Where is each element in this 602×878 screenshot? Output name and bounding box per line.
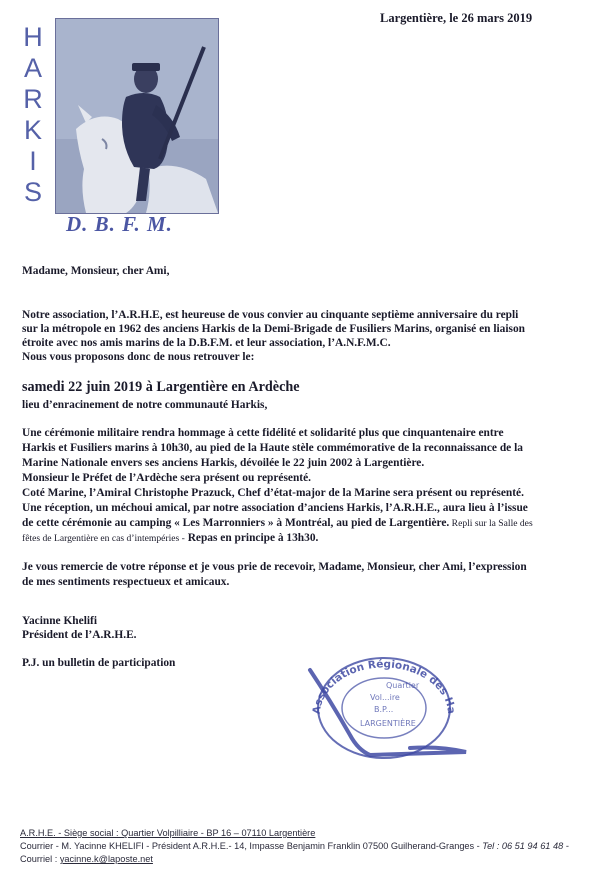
logo-letter: R (23, 84, 43, 114)
footer-line2-tel: Tel : 06 51 94 61 48 - (482, 841, 569, 851)
event-subtitle: lieu d’enracinement de notre communauté Harkis, (22, 399, 268, 411)
ceremony-line (22, 517, 533, 531)
dateline: Largentière, le 26 mars 2019 (380, 11, 533, 25)
logo-letter: A (23, 53, 42, 83)
signature-title: Président de l’A.R.H.E. (22, 629, 137, 641)
intro-line: Nous vous proposons donc de nous retrouver le: (22, 351, 255, 363)
logo-photo-rider (55, 18, 219, 214)
ceremony-line: Coté Marine, l’Amiral Christophe Prazuck, Chef d’état-major de la Marine sera présent ou représenté. (22, 487, 524, 499)
salutation: Madame, Monsieur, cher Ami, (22, 265, 170, 277)
intro-line: sur la métropole en 1962 des anciens Harkis de la Demi-Brigade de Fusiliers Marins, organisé en liaison (22, 323, 525, 335)
closing-line: Je vous remercie de votre réponse et je vous prie de recevoir, Madame, Monsieur, cher Ami, l’expression (22, 561, 527, 573)
logo-letter: H (23, 22, 43, 52)
footer-courriel (20, 853, 153, 865)
logo-letter: S (23, 177, 42, 207)
ceremony-line: Une réception, un méchoui amical, par notre association d’anciens Harkis, l’A.R.H.E., aura lieu à l’issue (22, 502, 528, 514)
footer-address (20, 827, 315, 839)
footer-line3-prefix: Courriel : (20, 854, 60, 864)
footer-line1: A.R.H.E. - Siège social : Quartier Volpilliaire - BP 16 – 07110 Largentière (20, 828, 316, 838)
logo-caption: D. B. F. M. (66, 212, 173, 236)
stamp-inner-line: LARGENTIÈRE (360, 719, 416, 728)
closing-line: de mes sentiments respectueux et amicaux. (22, 576, 230, 588)
intro-line: Notre association, l’A.R.H.E, est heureuse de vous convier au cinquante septième anniversaire du repli (22, 309, 519, 321)
ceremony-line: Harkis et Fusiliers marins à 10h30, au pied de la Haute stèle commémorative de la reconnaissance de la (22, 442, 523, 454)
footer-email-link[interactable]: yacinne.k@laposte.net (59, 854, 153, 864)
intro-line: étroite avec nos amis marins de la D.B.F.M. et leur association, l’A.N.F.M.C. (22, 337, 391, 349)
stamp-inner-line: Vol...ire (370, 693, 400, 702)
association-stamp (290, 640, 470, 770)
ceremony-line: Une cérémonie militaire rendra hommage à cette fidélité et solidarité plus que cinquantenaire entre (22, 427, 504, 439)
ceremony-line: Monsieur le Préfet de l’Ardèche sera présent ou représenté. (22, 472, 312, 484)
footer-line2-prefix: Courrier - M. Yacinne KHELIFI - Président A.R.H.E.- 14, Impasse Benjamin Franklin 07500 Guilherand-Granges - (20, 841, 483, 851)
attachment-note: P.J. un bulletin de participation (22, 657, 176, 669)
ceremony-line (22, 532, 318, 546)
stamp-seal-icon (290, 640, 470, 770)
stamp-outer-text: Association Régionale des Ha (310, 658, 458, 715)
ceremony-line8-bold: Repas en principe à 13h30. (184, 532, 319, 544)
event-date: samedi 22 juin 2019 à Largentière en Ardèche (22, 379, 300, 395)
ceremony-line7-small: Repli sur la Salle des (449, 518, 533, 529)
logo-vertical-text (20, 22, 46, 208)
ceremony-line8-small: fêtes de Largentière en cas d’intempéries - (22, 533, 185, 544)
ceremony-line7-bold: de cette cérémonie au camping « Les Marronniers » à Montréal, au pied de Largentière. (22, 517, 450, 529)
signature-name: Yacinne Khelifi (22, 615, 97, 627)
logo-letter: I (29, 146, 37, 176)
footer-courrier (20, 840, 569, 852)
stamp-inner-line: Quartier (386, 681, 420, 690)
stamp-inner-line: B.P... (374, 705, 394, 714)
logo-letter: K (23, 115, 42, 145)
ceremony-line: Marine Nationale envers ses anciens Harkis, dévoilée le 22 juin 2002 à Largentière. (22, 457, 425, 469)
soldier-on-horse-image (56, 19, 218, 213)
